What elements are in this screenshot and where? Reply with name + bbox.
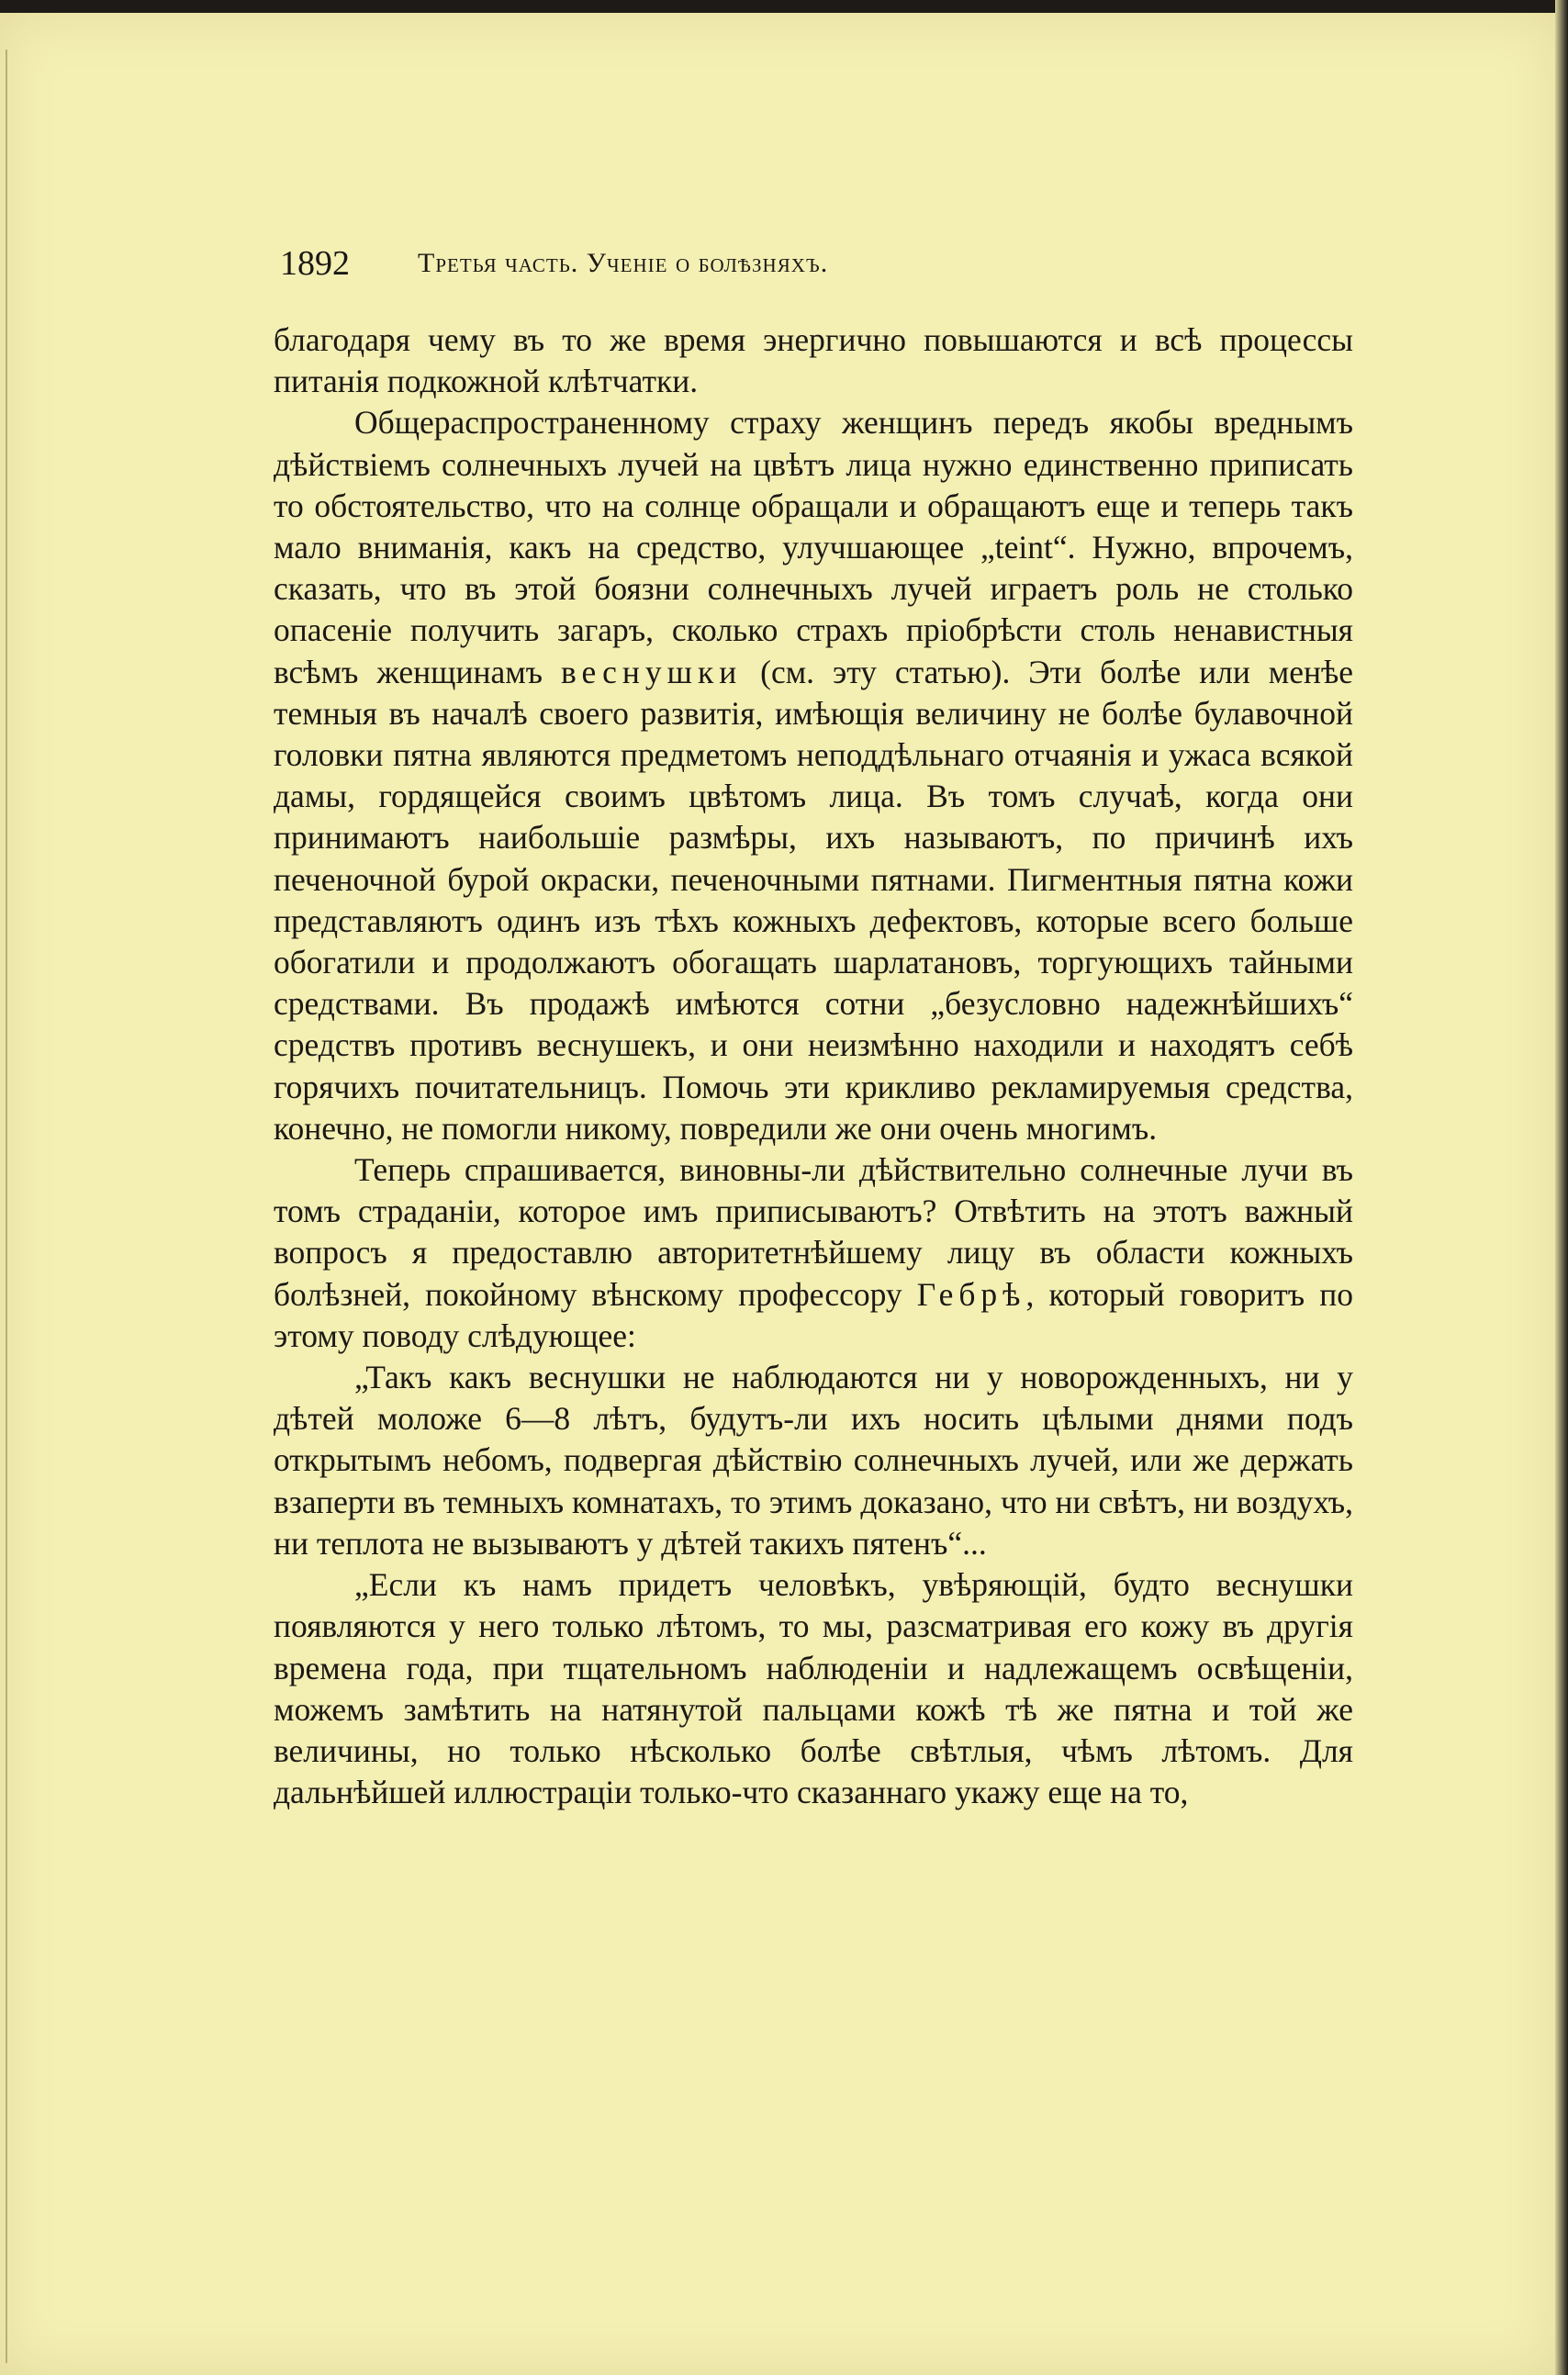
quote-paragraph: „Если къ намъ придетъ человѣкъ, увѣряющій, будто веснушки появляются у него только лѣтомъ, то мы, разсматривая его кожу въ другія времена года, при тщательномъ наблюденіи и надлежащемъ освѣщеніи, можемъ замѣтить на натянутой пальцами кожѣ тѣ же пятна и той же величины, но только нѣсколько болѣе свѣтлыя, чѣмъ лѣтомъ. Для дальнѣйшей иллюстраціи только-что сказаннаго укажу еще на то, (274, 1566, 1353, 1811)
page-header (280, 241, 1350, 286)
emphasized-term: веснушки (560, 653, 743, 690)
paragraph-text: Общераспространенному страху женщинъ передъ якобы вреднымъ дѣйствіемъ солнечныхъ лучей на цвѣтъ лица нужно единственно приписать то обстоятельство, что на солнце обращали и обращаютъ еще и теперь такъ мало вниманія, какъ на средство, улучшающее „teint“. Нужно, впрочемъ, сказать, что въ этой боязни солнечныхъ лучей играетъ роль не столько опасеніе получить загаръ, сколько страхъ пріобрѣсти столь ненавистныя всѣмъ женщинамъ (274, 404, 1353, 690)
scan-right-edge (1555, 0, 1568, 2375)
paragraph: благодаря чему въ то же время энергично повышаются и всѣ процессы питанія подкожной клѣтчатки. (274, 321, 1353, 400)
running-head: Третья часть. Ученіе о болѣзняхъ. (418, 248, 829, 278)
paragraph-text: (см. эту статью). Эти болѣе или менѣе темныя въ началѣ своего развитія, имѣющія величину не болѣе булавочной головки пятна являются предметомъ неподдѣльнаго отчаянія и ужаса всякой дамы, гордящейся своимъ цвѣтомъ лица. Въ томъ случаѣ, когда они принимаютъ наибольшіе размѣры, ихъ называютъ, по причинѣ ихъ печеночной бурой окраски, печеночными пятнами. Пигментныя пятна кожи представляютъ одинъ изъ тѣхъ кожныхъ дефектовъ, которые всего больше обогатили и продолжаютъ обогащать шарлатановъ, торгующихъ тайными средствами. Въ продажѣ имѣются сотни „безусловно надежнѣйшихъ“ средствъ противъ веснушекъ, и они неизмѣнно находили и находятъ себѣ горячихъ почитательницъ. Помочь эти крикливо рекламируемыя средства, конечно, не помогли никому, повредили же они очень многимъ. (274, 653, 1353, 1147)
page-number: 1892 (280, 244, 350, 283)
paragraph-text: , который говоритъ по этому поводу слѣдующее: (274, 1275, 1353, 1354)
paragraph-text: Теперь спрашивается, виновны-ли дѣйствительно солнечные лучи въ томъ страданіи, которое имъ приписываютъ? Отвѣтить на этотъ важный вопросъ я предоставлю авторитетнѣйшему лицу въ области кожныхъ болѣзней, покойному вѣнскому профессору (274, 1151, 1353, 1313)
page-binding-rule (6, 50, 7, 2363)
scan-top-edge (0, 0, 1568, 13)
body-text (274, 319, 1353, 1813)
paragraph (274, 1149, 1353, 1357)
paragraph (274, 402, 1353, 1149)
emphasized-name: Гебрѣ (916, 1275, 1026, 1313)
quote-paragraph: „Такъ какъ веснушки не наблюдаются ни у новорожденныхъ, ни у дѣтей моложе 6—8 лѣтъ, будутъ-ли ихъ носить цѣлыми днями подъ открытымъ небомъ, подвергая дѣйствію солнечныхъ лучей, или же держать взаперти въ темныхъ комнатахъ, то этимъ доказано, что ни свѣтъ, ни воздухъ, ни теплота не вызываютъ у дѣтей такихъ пятенъ“... (274, 1359, 1353, 1562)
